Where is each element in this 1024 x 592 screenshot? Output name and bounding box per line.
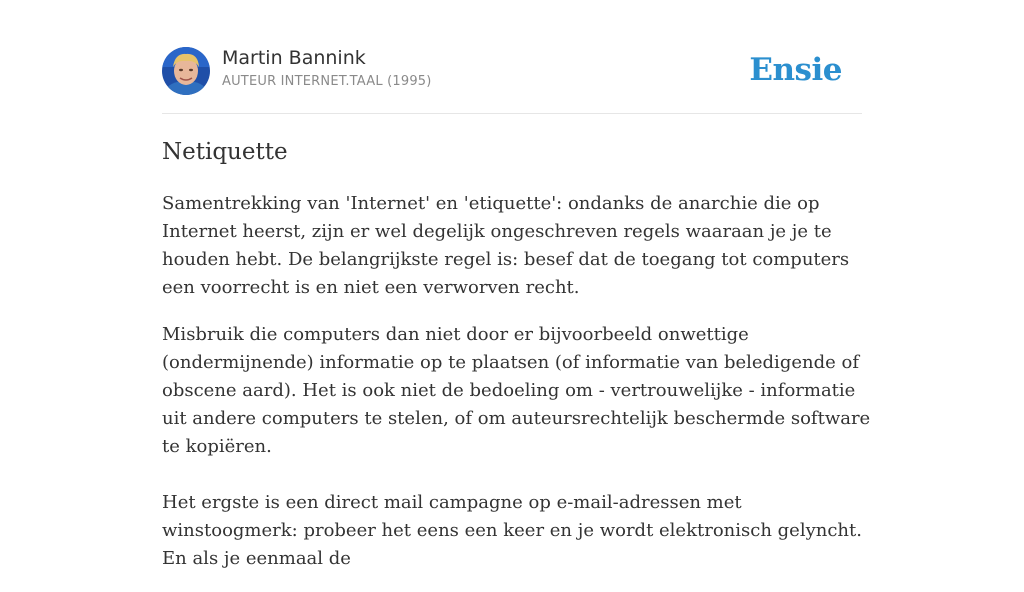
author-subtitle: AUTEUR INTERNET.TAAL (1995) (222, 74, 432, 89)
ensie-logo[interactable]: Ensie (749, 52, 842, 88)
paragraph: Samentrekking van 'Internet' en 'etiquette': ondanks de anarchie die op Internet heerst, zijn er wel degelijk ongeschreven regels waaraan je je te houden hebt. De belangrijkste regel is: besef dat de toegang tot computers een voorrecht is en niet een verworven recht. (162, 193, 850, 298)
author-avatar[interactable] (162, 47, 210, 95)
definition-card (162, 46, 871, 569)
article-body (162, 190, 872, 592)
avatar-portrait-icon (162, 47, 210, 95)
paragraph: Het ergste is een direct mail campagne op e-mail-adressen met winstoogmerk: probeer het eens een keer en je wordt elektronisch gelyncht. En als je eenmaal de (162, 492, 862, 569)
author-name[interactable]: Martin Bannink (222, 47, 366, 69)
paragraph: Misbruik die computers dan niet door er bijvoorbeeld onwettige (ondermijnende) informatie op te plaatsen (of informatie van beledigende of obscene aard). Het is ook niet de bedoeling om - vertrouwelijke - informatie uit andere computers te stelen, of om auteursrechtelijk beschermde software te kopiëren. (162, 324, 871, 457)
article-title: Netiquette (162, 139, 288, 165)
author-header (162, 46, 862, 114)
